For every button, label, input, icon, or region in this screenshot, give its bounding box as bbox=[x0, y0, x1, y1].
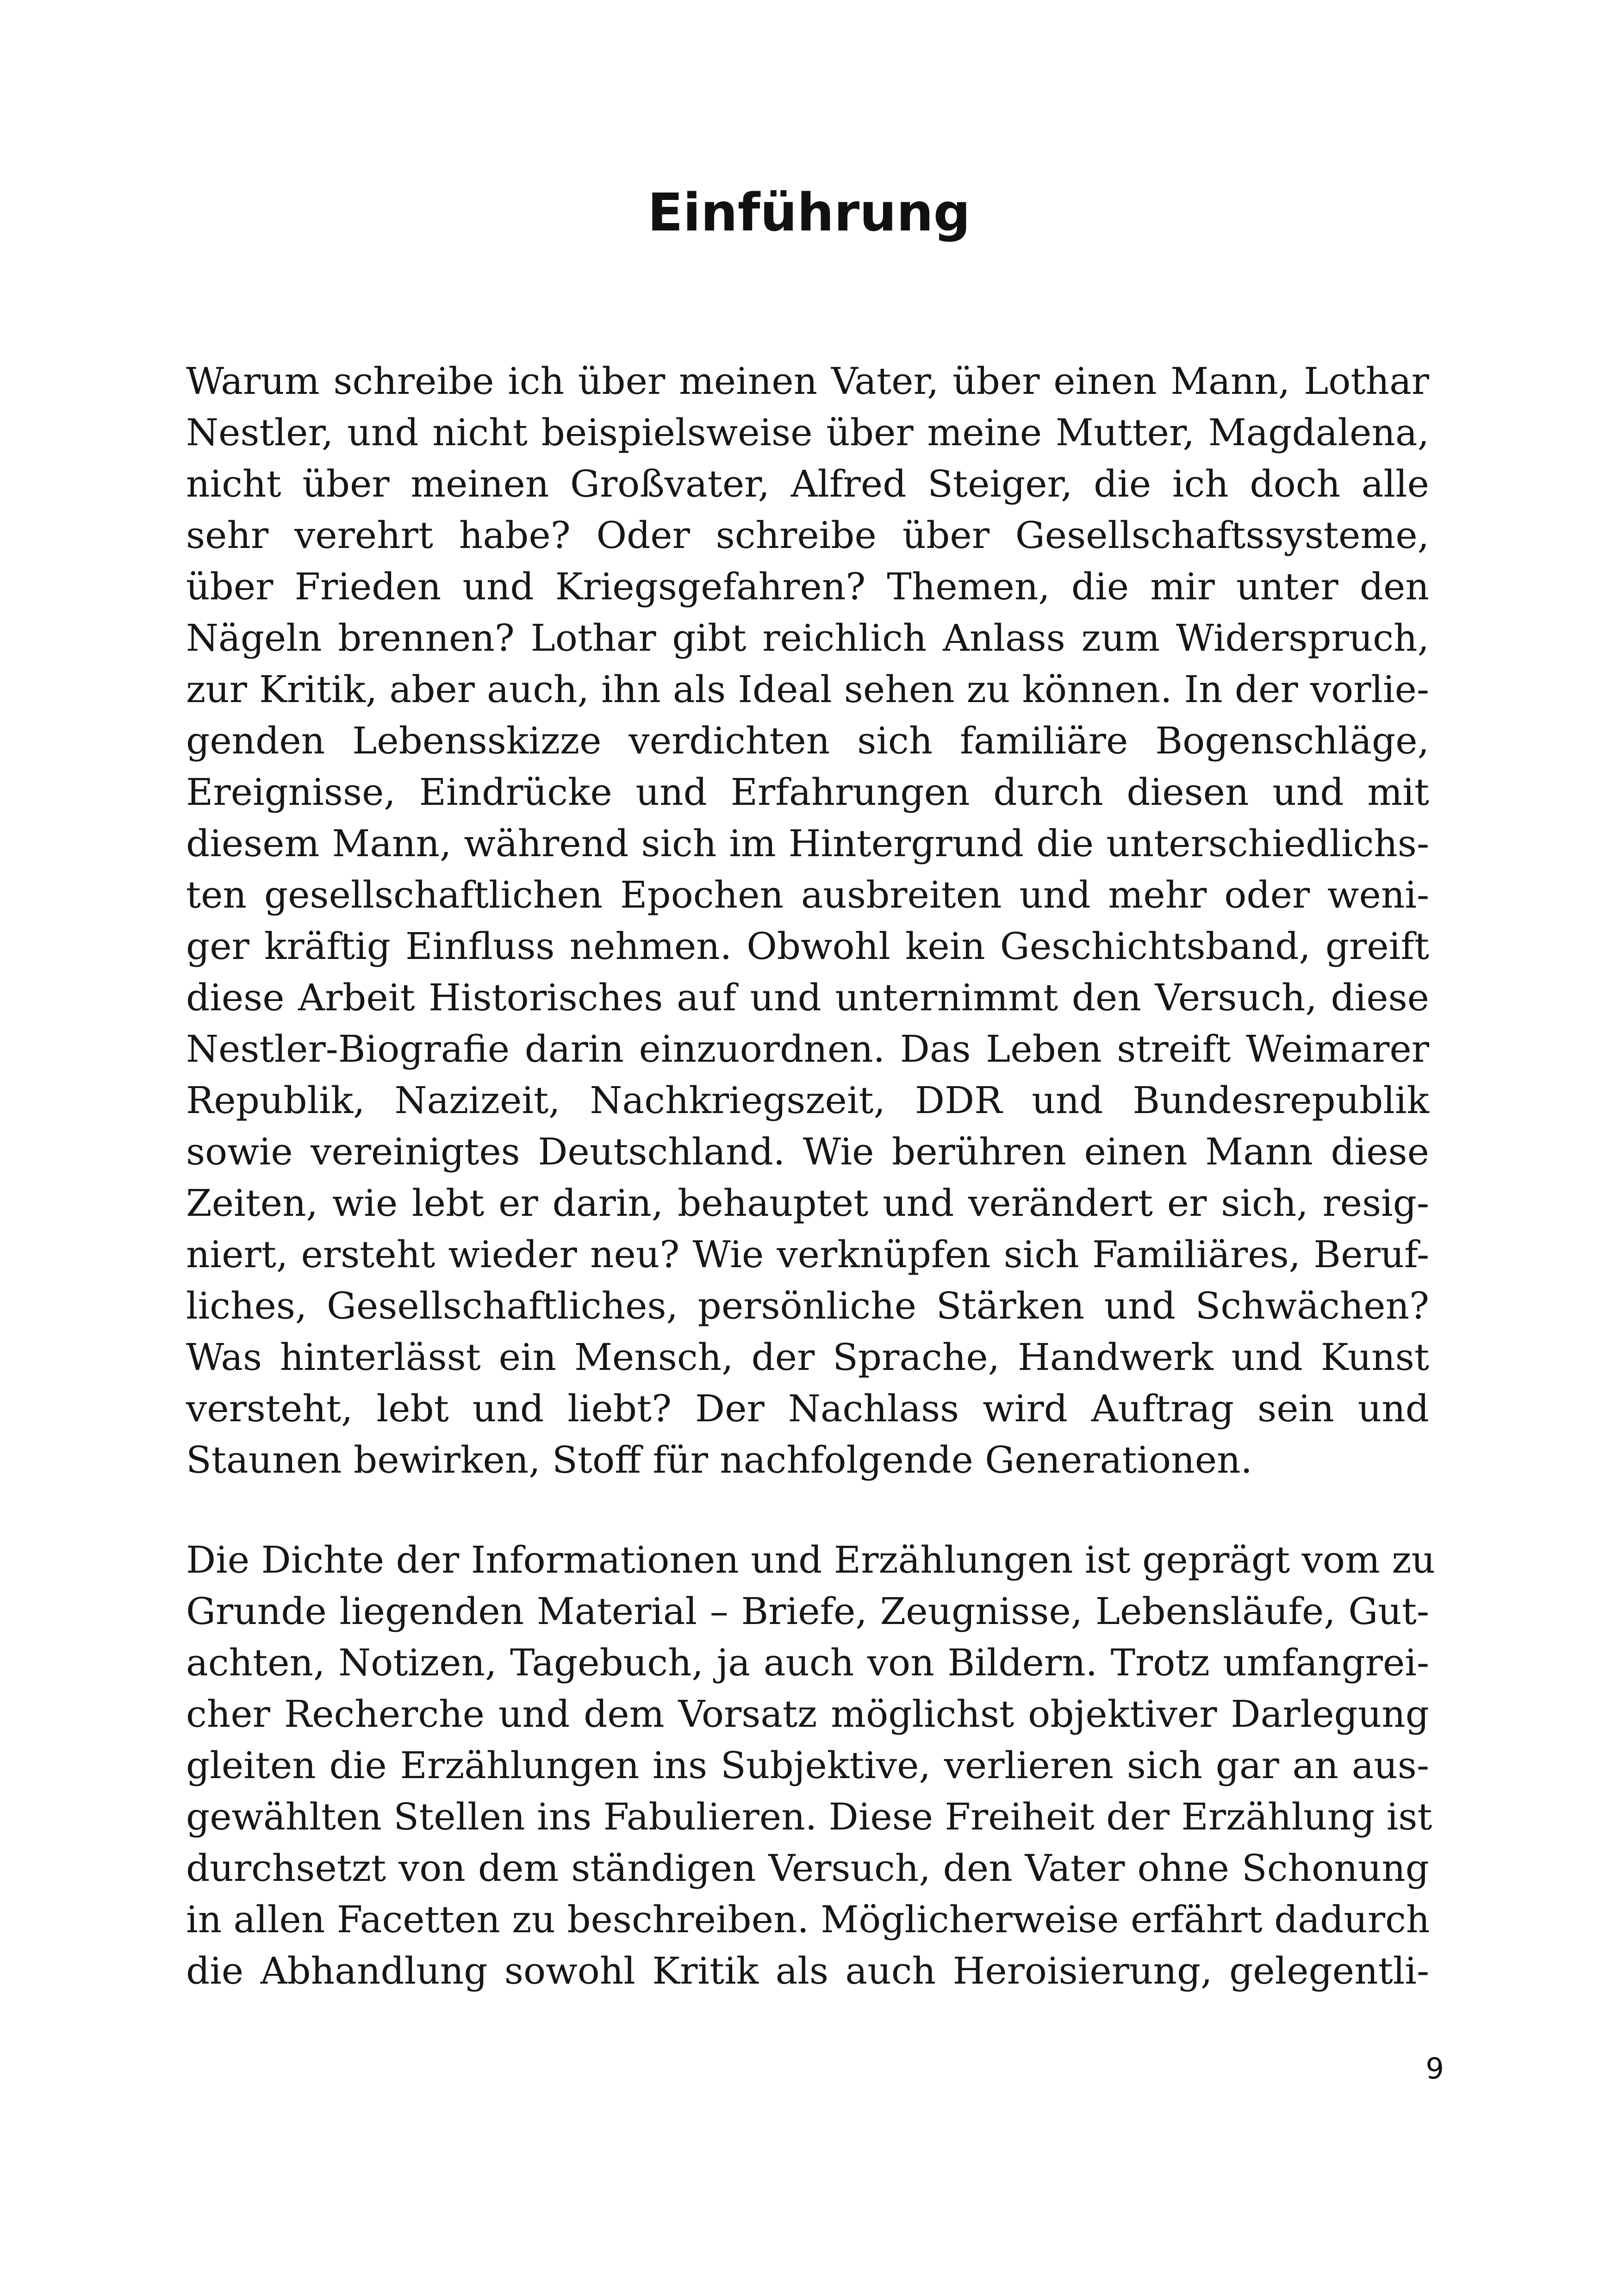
text-line: niert, ersteht wieder neu? Wie verknüpfen sich Familiäres, Beruf- bbox=[186, 1233, 1429, 1276]
body-paragraph-1 bbox=[186, 355, 1429, 1486]
text-line: die Abhandlung sowohl Kritik als auch Heroisierung, gelegentli- bbox=[186, 1949, 1429, 1992]
text-line: sowie vereinigtes Deutschland. Wie berühren einen Mann diese bbox=[186, 1130, 1429, 1173]
text-line: in allen Facetten zu beschreiben. Möglicherweise erfährt dadurch bbox=[186, 1898, 1430, 1941]
text-line: Nestler, und nicht beispielsweise über meine Mutter, Magdalena, bbox=[186, 411, 1429, 454]
text-line: Was hinterlässt ein Mensch, der Sprache, Handwerk und Kunst bbox=[186, 1336, 1429, 1379]
text-line: Ereignisse, Eindrücke und Erfahrungen durch diesen und mit bbox=[186, 771, 1429, 814]
text-line: über Frieden und Kriegsgefahren? Themen, die mir unter den bbox=[186, 565, 1429, 608]
text-line: genden Lebensskizze verdichten sich familiäre Bogenschläge, bbox=[186, 719, 1429, 762]
text-line: cher Recherche und dem Vorsatz möglichst objektiver Darlegung bbox=[186, 1692, 1429, 1736]
chapter-title: Einführung bbox=[647, 183, 971, 243]
text-line: gewählten Stellen ins Fabulieren. Diese Freiheit der Erzählung ist bbox=[186, 1795, 1432, 1838]
text-line: Zeiten, wie lebt er darin, behauptet und verändert er sich, resig- bbox=[186, 1182, 1429, 1225]
body-paragraph-2 bbox=[186, 1534, 1435, 1997]
text-line: sehr verehrt habe? Oder schreibe über Gesellschaftssysteme, bbox=[186, 514, 1429, 557]
text-line: Nägeln brennen? Lothar gibt reichlich Anlass zum Widerspruch, bbox=[186, 616, 1429, 660]
text-line: ten gesellschaftlichen Epochen ausbreiten und mehr oder weni- bbox=[186, 873, 1429, 916]
page-number: 9 bbox=[1425, 2052, 1444, 2085]
text-line: Staunen bewirken, Stoff für nachfolgende Generationen. bbox=[186, 1438, 1252, 1481]
text-line: Republik, Nazizeit, Nachkriegszeit, DDR und Bundesrepublik bbox=[186, 1079, 1429, 1122]
text-line: durchsetzt von dem ständigen Versuch, den Vater ohne Schonung bbox=[186, 1847, 1429, 1890]
text-line: nicht über meinen Großvater, Alfred Steiger, die ich doch alle bbox=[186, 462, 1429, 505]
text-line: achten, Notizen, Tagebuch, ja auch von Bildern. Trotz umfangrei- bbox=[186, 1641, 1429, 1684]
text-line: zur Kritik, aber auch, ihn als Ideal sehen zu können. In der vorlie- bbox=[186, 668, 1429, 711]
text-line: Die Dichte der Informationen und Erzählungen ist geprägt vom zu bbox=[186, 1538, 1435, 1581]
text-line: diese Arbeit Historisches auf und unternimmt den Versuch, diese bbox=[186, 976, 1429, 1019]
text-line: Nestler-Biografie darin einzuordnen. Das Leben streift Weimarer bbox=[186, 1027, 1429, 1070]
text-line: versteht, lebt und liebt? Der Nachlass wird Auftrag sein und bbox=[186, 1387, 1429, 1430]
text-line: liches, Gesellschaftliches, persönliche Stärken und Schwächen? bbox=[186, 1284, 1429, 1327]
text-line: gleiten die Erzählungen ins Subjektive, verlieren sich gar an aus- bbox=[186, 1744, 1429, 1787]
text-line: diesem Mann, während sich im Hintergrund die unterschiedlichs- bbox=[186, 822, 1429, 865]
text-line: Warum schreibe ich über meinen Vater, über einen Mann, Lothar bbox=[186, 360, 1429, 403]
text-line: ger kräftig Einfluss nehmen. Obwohl kein Geschichtsband, greift bbox=[186, 925, 1429, 968]
text-line: Grunde liegenden Material – Briefe, Zeugnisse, Lebensläufe, Gut- bbox=[186, 1590, 1429, 1633]
